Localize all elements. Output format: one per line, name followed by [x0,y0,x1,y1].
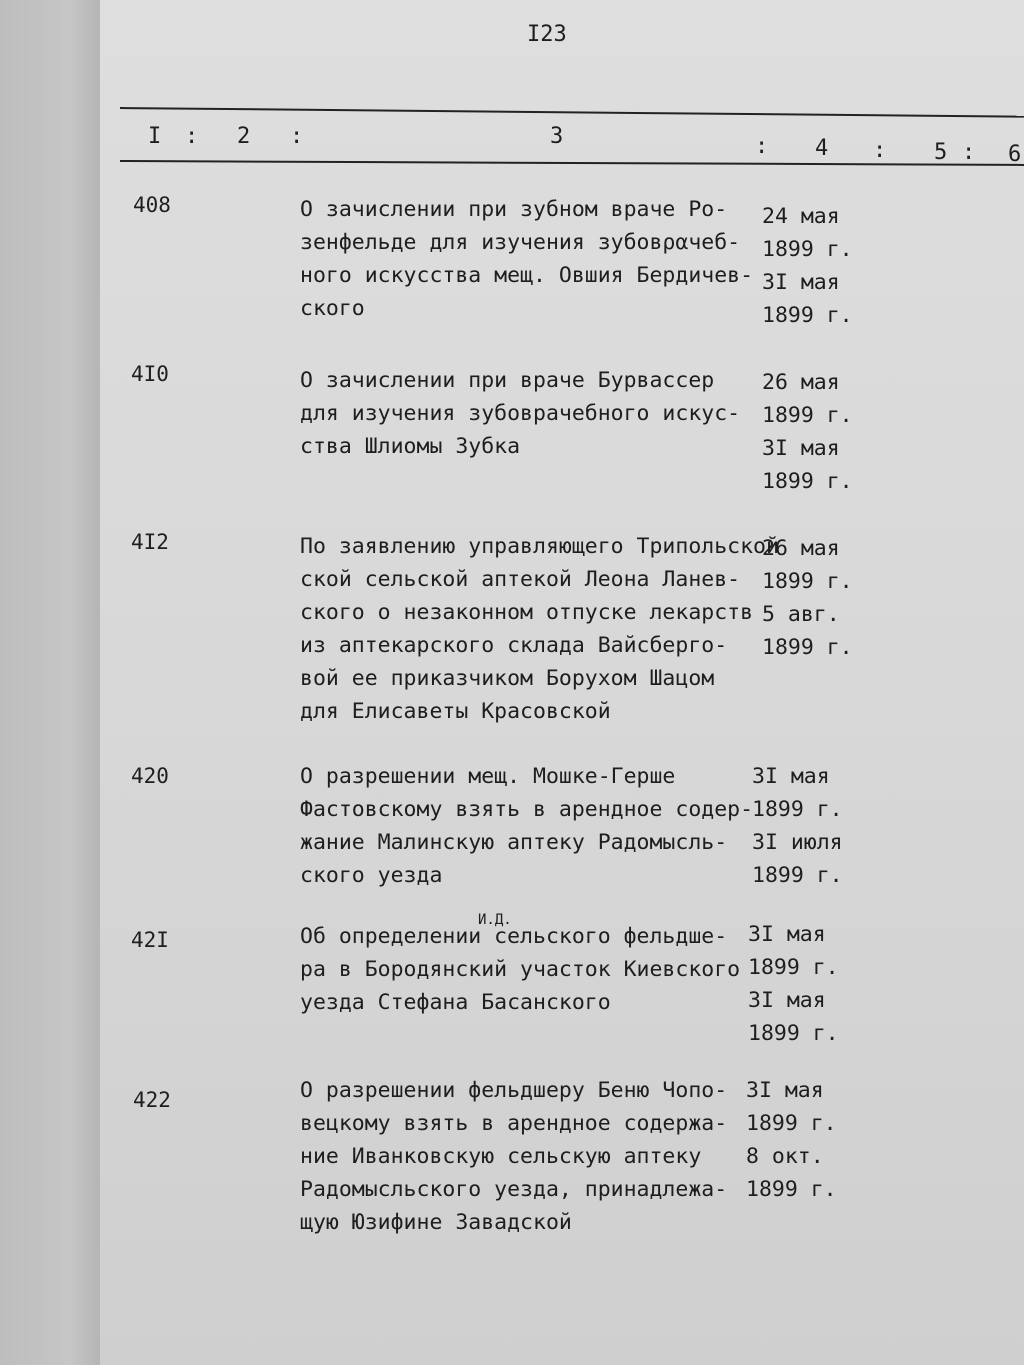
entry-number: 4I2 [131,530,169,554]
col-header-4: 4 [815,136,829,161]
entry-dates: 3I мая 1899 г. 8 окт. 1899 г. [746,1078,837,1202]
col-header-3: 3 [550,124,564,149]
previous-page-edge [0,0,100,1365]
entry-number: 422 [133,1088,171,1112]
entry-dates: 3I мая 1899 г. 3I июля 1899 г. [752,764,843,888]
entry-dates: 26 мая 1899 г. 5 авг. 1899 г. [762,536,853,660]
handwritten-correction: И.Д. [478,912,512,928]
entry-dates: 24 мая 1899 г. 3I мая 1899 г. [762,204,853,328]
entry-description: Об определении сельского фельдше- ра в Бородянский участок Киевского уезда Стефана Басанского [300,924,741,1015]
entry-description: По заявлению управляющего Трипольской ской сельской аптекой Леона Ланев- ского о незаконном отпуске лекарств из аптекарского склада Вайсберго- вой ее приказчиком Борухом Шацом для Елисаветы Красовской [300,534,779,724]
col-sep: : [962,140,976,165]
col-header-2: 2 [237,124,251,149]
col-sep: : [873,138,887,163]
col-sep: : [290,124,304,149]
entry-number: 408 [133,193,171,217]
col-sep: : [185,124,199,149]
col-header-1: I [148,124,162,149]
entry-dates: 26 мая 1899 г. 3I мая 1899 г. [762,370,853,494]
entry-dates: 3I мая 1899 г. 3I мая 1899 г. [748,922,839,1046]
entry-description: О разрешении мещ. Мошке-Герше Фастовскому взять в арендное содер- жание Малинскую аптеку Радомысль- ского уезда [300,764,754,888]
col-header-6: 6 [1008,142,1022,167]
entry-description: О зачислении при зубном враче Ро- зенфельде для изучения зубовραчеб- ного искусства мещ. Овшия Бердичев- ского [300,197,754,321]
entry-number: 42I [131,928,169,952]
entry-number: 420 [131,764,169,788]
page-number: I23 [527,22,567,47]
col-header-5: 5 [934,140,948,165]
entry-description: О зачислении при враче Бурвассер для изучения зубоврачебного искус- ства Шлиомы Зубка [300,368,741,459]
entry-description: О разрешении фельдшеру Беню Чопо- вецкому взять в арендное содержа- ние Иванковскую сельскую аптеку Радомысльского уезда, принадлежа- щую Юзифине Завадской [300,1078,728,1235]
col-sep: : [755,134,769,159]
entry-number: 4I0 [131,362,169,386]
